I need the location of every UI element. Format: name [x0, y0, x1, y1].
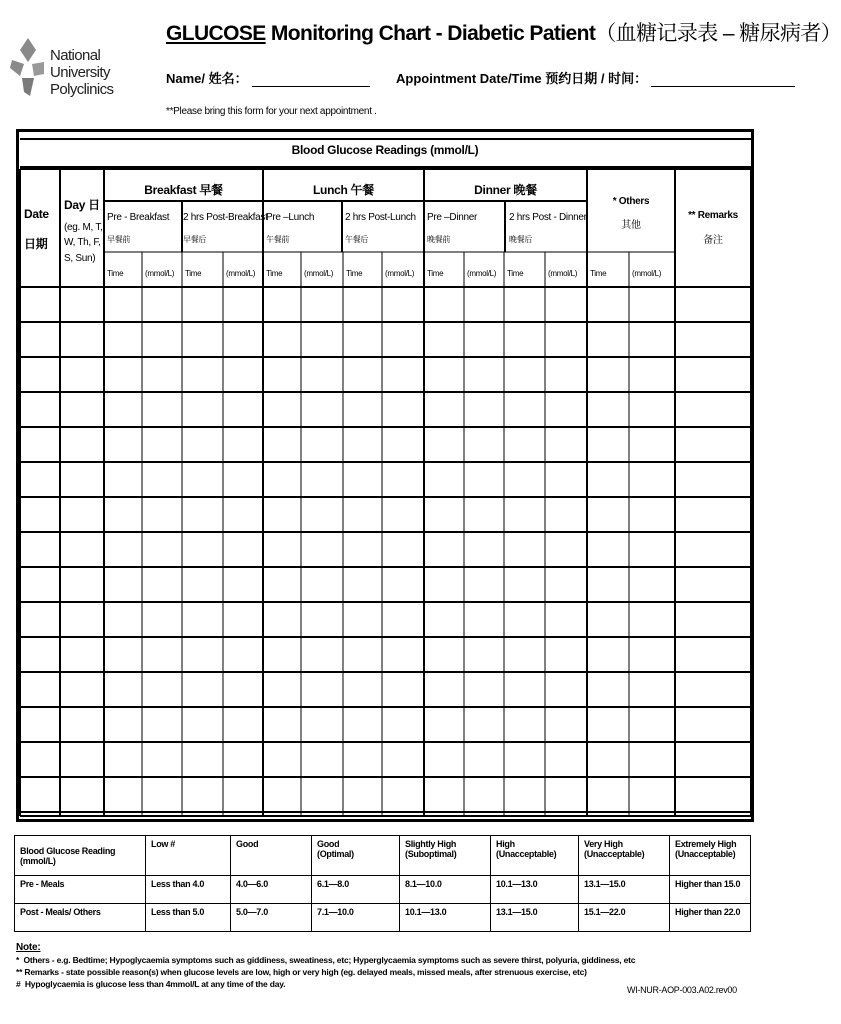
- remarks-header: ** Remarks: [688, 210, 738, 221]
- others-header-cn: 其他: [621, 220, 641, 231]
- glucose-reference-table: [14, 835, 751, 932]
- org-name-line2: Polyclinics: [50, 81, 114, 98]
- footnotes: [16, 942, 635, 990]
- pre-dinner-header-cn: 晚餐前: [427, 235, 451, 244]
- appointment-label: Appointment Date/Time 预约日期 / 时间：: [396, 71, 648, 86]
- time-subheader: Time: [590, 269, 607, 278]
- readings-grid: [16, 129, 754, 822]
- remarks-header-cn: 备注: [703, 235, 723, 246]
- post-dinner-header-cn: 晚餐后: [509, 235, 533, 244]
- others-header: * Others: [612, 196, 650, 207]
- note-hypo-text: Hypoglycaemia is glucose less than 4mmol/L at any time of the day.: [24, 979, 286, 989]
- name-blank[interactable]: [252, 71, 370, 87]
- readings-banner: Blood Glucose Readings (mmol/L): [291, 143, 479, 157]
- time-subheader: Time: [266, 269, 283, 278]
- reference-header-cell: Extremely High (Unacceptable): [670, 836, 751, 876]
- title-cn: （血糖记录表 – 糖尿病者）: [595, 22, 841, 45]
- bring-form-note: **Please bring this form for your next appointment .: [166, 106, 377, 117]
- pre-lunch-header-cn: 午餐前: [266, 235, 290, 244]
- reference-header-cell: Slightly High (Suboptimal): [400, 836, 491, 876]
- pre-breakfast-header: Pre - Breakfast: [107, 212, 170, 223]
- reference-cell: 15.1—22.0: [579, 904, 670, 932]
- note-others-text: Others - e.g. Bedtime; Hypoglycaemia symptoms such as giddiness, sweatiness, etc; Hyperglycaemia symptoms such as severe thirst, polyuria, giddiness, etc: [23, 955, 636, 965]
- nup-logo: [10, 38, 150, 98]
- time-subheader: Time: [346, 269, 363, 278]
- day-example-2: W, Th, F,: [64, 237, 101, 248]
- name-field[interactable]: [166, 68, 370, 87]
- reference-header-cell: Good: [231, 836, 312, 876]
- time-subheader: Time: [427, 269, 444, 278]
- post-lunch-header: 2 hrs Post-Lunch: [345, 212, 416, 223]
- lunch-header: Lunch 午餐: [313, 183, 374, 197]
- post-lunch-header-cn: 午餐后: [345, 235, 369, 244]
- unit-subheader: (mmol/L): [632, 269, 662, 278]
- appointment-field[interactable]: [396, 68, 795, 87]
- note-hash-mark: #: [16, 979, 21, 989]
- reference-header-cell: Very High (Unacceptable): [579, 836, 670, 876]
- nup-logo-mark-icon: [10, 38, 46, 98]
- pre-breakfast-header-cn: 早餐前: [107, 235, 131, 244]
- reference-header-cell: High (Unacceptable): [491, 836, 579, 876]
- reference-row: [15, 904, 751, 932]
- post-breakfast-header: 2 hrs Post-Breakfast: [183, 212, 268, 223]
- day-example-3: S, Sun): [64, 253, 96, 264]
- unit-subheader: (mmol/L): [548, 269, 578, 278]
- name-label: Name/ 姓名：: [166, 71, 248, 86]
- unit-subheader: (mmol/L): [226, 269, 256, 278]
- unit-subheader: (mmol/L): [467, 269, 497, 278]
- reference-cell: 5.0—7.0: [231, 904, 312, 932]
- dinner-header: Dinner 晚餐: [474, 183, 537, 197]
- reference-cell: Higher than 15.0: [670, 876, 751, 904]
- reference-cell: 7.1—10.0: [312, 904, 400, 932]
- post-breakfast-header-cn: 早餐后: [183, 235, 207, 244]
- unit-subheader: (mmol/L): [385, 269, 415, 278]
- title-glucose: GLUCOSE: [166, 22, 266, 45]
- reference-header-cell: Good (Optimal): [312, 836, 400, 876]
- time-subheader: Time: [507, 269, 524, 278]
- breakfast-header: Breakfast 早餐: [144, 183, 223, 197]
- date-header: Date: [24, 207, 49, 221]
- reference-cell: 10.1—13.0: [491, 876, 579, 904]
- pre-lunch-header: Pre –Lunch: [266, 212, 315, 223]
- reference-header-row: [15, 836, 751, 876]
- day-header: Day 日: [64, 198, 100, 212]
- note-remarks-text: Remarks - state possible reason(s) when glucose levels are low, high or very high (eg. delayed meals, missed meals, after strenuous exercise, etc): [24, 967, 587, 977]
- note-hypo: [16, 978, 635, 990]
- reference-cell: 13.1—15.0: [491, 904, 579, 932]
- post-dinner-header: 2 hrs Post - Dinner: [509, 212, 587, 223]
- reference-cell: Higher than 22.0: [670, 904, 751, 932]
- date-header-cn: 日期: [24, 237, 48, 251]
- reference-cell: 6.1—8.0: [312, 876, 400, 904]
- reference-cell: 4.0—6.0: [231, 876, 312, 904]
- form-code: WI-NUR-AOP-003.A02.rev00: [627, 985, 737, 995]
- note-star-mark: *: [16, 955, 20, 965]
- note-others: [16, 954, 635, 966]
- page-title: [166, 17, 841, 47]
- time-subheader: Time: [185, 269, 202, 278]
- reference-cell: Pre - Meals: [15, 876, 146, 904]
- title-rest: Monitoring Chart - Diabetic Patient: [265, 22, 596, 45]
- reference-cell: Less than 5.0: [146, 904, 231, 932]
- reference-header-cell: Low #: [146, 836, 231, 876]
- unit-subheader: (mmol/L): [145, 269, 175, 278]
- org-name-line1: National University: [50, 47, 110, 81]
- reference-header-cell: Blood Glucose Reading (mmol/L): [15, 836, 146, 876]
- reference-cell: Less than 4.0: [146, 876, 231, 904]
- unit-subheader: (mmol/L): [304, 269, 334, 278]
- reference-cell: 10.1—13.0: [400, 904, 491, 932]
- reference-cell: 8.1—10.0: [400, 876, 491, 904]
- pre-dinner-header: Pre –Dinner: [427, 212, 478, 223]
- note-dstar-mark: **: [16, 967, 23, 977]
- time-subheader: Time: [107, 269, 124, 278]
- note-remarks: [16, 966, 635, 978]
- reference-cell: 13.1—15.0: [579, 876, 670, 904]
- reference-row: [15, 876, 751, 904]
- note-heading: Note:: [16, 942, 41, 953]
- appointment-blank[interactable]: [651, 71, 795, 87]
- reference-cell: Post - Meals/ Others: [15, 904, 146, 932]
- day-example-1: (eg. M, T,: [64, 222, 103, 233]
